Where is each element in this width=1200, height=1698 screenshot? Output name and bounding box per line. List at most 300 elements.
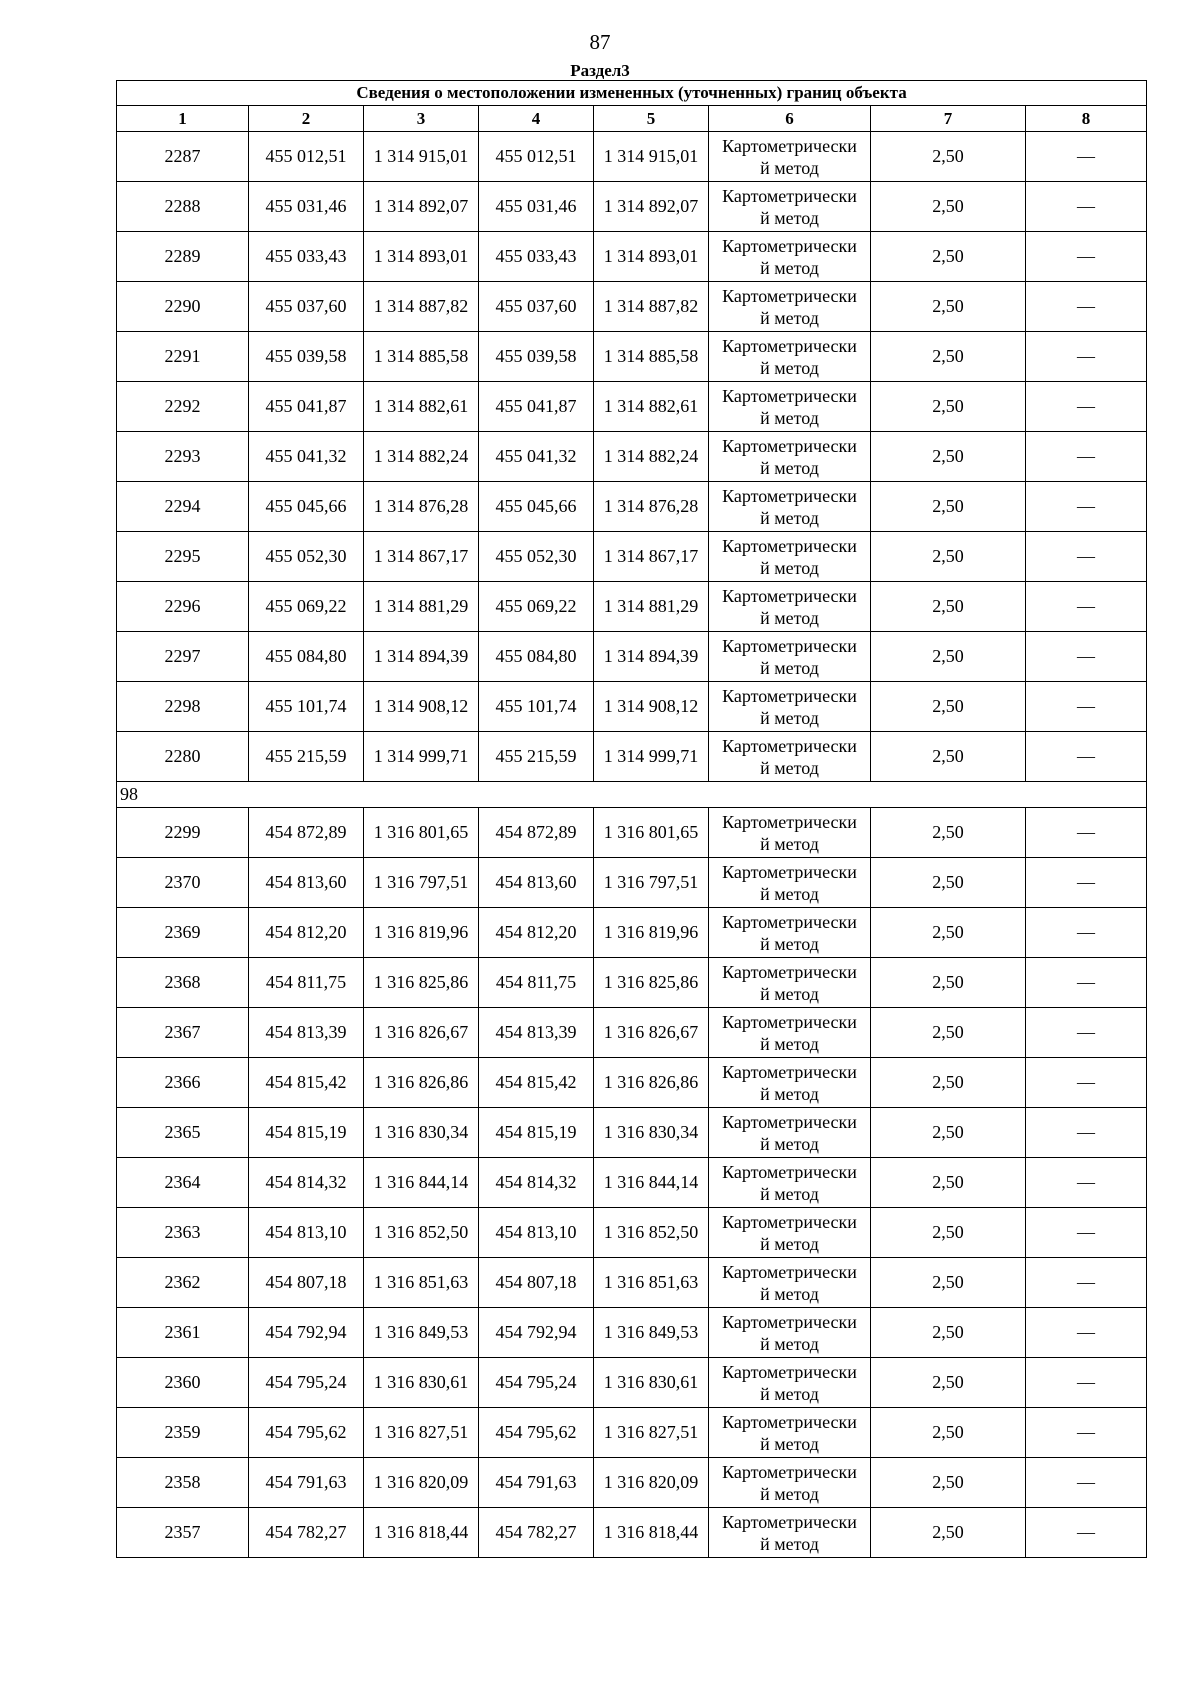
y-refined-cell: 1 314 894,39 bbox=[594, 632, 709, 682]
method-cell bbox=[709, 1508, 871, 1558]
y-existing-cell: 1 316 830,61 bbox=[364, 1358, 479, 1408]
description-cell: — bbox=[1026, 382, 1147, 432]
method-cell bbox=[709, 1408, 871, 1458]
y-existing-cell: 1 314 887,82 bbox=[364, 282, 479, 332]
method-cell bbox=[709, 1358, 871, 1408]
x-refined-cell: 454 795,24 bbox=[479, 1358, 594, 1408]
x-refined-cell: 455 052,30 bbox=[479, 532, 594, 582]
point-number-cell: 2280 bbox=[117, 732, 249, 782]
column-number: 3 bbox=[364, 106, 479, 132]
table-row bbox=[117, 958, 1147, 1008]
method-text-line1: Картометрически bbox=[722, 1011, 857, 1032]
y-refined-cell: 1 314 999,71 bbox=[594, 732, 709, 782]
table-caption: Сведения о местоположении измененных (уточненных) границ объекта bbox=[117, 81, 1147, 106]
description-cell: — bbox=[1026, 732, 1147, 782]
table-body bbox=[117, 132, 1147, 1558]
y-existing-cell: 1 316 818,44 bbox=[364, 1508, 479, 1558]
method-cell bbox=[709, 332, 871, 382]
x-existing-cell: 455 069,22 bbox=[249, 582, 364, 632]
description-cell: — bbox=[1026, 1508, 1147, 1558]
accuracy-cell: 2,50 bbox=[871, 808, 1026, 858]
x-refined-cell: 454 791,63 bbox=[479, 1458, 594, 1508]
x-existing-cell: 454 814,32 bbox=[249, 1158, 364, 1208]
table-row bbox=[117, 682, 1147, 732]
table-row bbox=[117, 1358, 1147, 1408]
contour-group-row bbox=[117, 782, 1147, 808]
x-existing-cell: 455 031,46 bbox=[249, 182, 364, 232]
y-existing-cell: 1 316 826,67 bbox=[364, 1008, 479, 1058]
x-existing-cell: 455 045,66 bbox=[249, 482, 364, 532]
x-refined-cell: 454 814,32 bbox=[479, 1158, 594, 1208]
table-row bbox=[117, 858, 1147, 908]
accuracy-cell: 2,50 bbox=[871, 1108, 1026, 1158]
accuracy-cell: 2,50 bbox=[871, 958, 1026, 1008]
method-text-line1: Картометрически bbox=[722, 811, 857, 832]
x-existing-cell: 455 041,87 bbox=[249, 382, 364, 432]
method-text-line1: Картометрически bbox=[722, 1461, 857, 1482]
column-number: 6 bbox=[709, 106, 871, 132]
accuracy-cell: 2,50 bbox=[871, 132, 1026, 182]
column-number: 2 bbox=[249, 106, 364, 132]
method-text-line1: Картометрически bbox=[722, 1161, 857, 1182]
method-text-line1: Картометрически bbox=[722, 135, 857, 156]
accuracy-cell: 2,50 bbox=[871, 732, 1026, 782]
method-text-line2: й метод bbox=[760, 983, 819, 1004]
method-cell bbox=[709, 532, 871, 582]
y-existing-cell: 1 314 881,29 bbox=[364, 582, 479, 632]
point-number-cell: 2295 bbox=[117, 532, 249, 582]
y-refined-cell: 1 316 844,14 bbox=[594, 1158, 709, 1208]
method-text-line1: Картометрически bbox=[722, 1061, 857, 1082]
method-text-line1: Картометрически bbox=[722, 435, 857, 456]
point-number-cell: 2358 bbox=[117, 1458, 249, 1508]
x-refined-cell: 455 084,80 bbox=[479, 632, 594, 682]
x-refined-cell: 454 812,20 bbox=[479, 908, 594, 958]
y-existing-cell: 1 314 892,07 bbox=[364, 182, 479, 232]
y-existing-cell: 1 314 882,24 bbox=[364, 432, 479, 482]
method-text-line2: й метод bbox=[760, 1183, 819, 1204]
page-number: 87 bbox=[589, 30, 611, 54]
point-number-cell: 2294 bbox=[117, 482, 249, 532]
description-cell: — bbox=[1026, 332, 1147, 382]
accuracy-cell: 2,50 bbox=[871, 482, 1026, 532]
method-cell bbox=[709, 282, 871, 332]
y-refined-cell: 1 316 820,09 bbox=[594, 1458, 709, 1508]
method-text-line2: й метод bbox=[760, 157, 819, 178]
accuracy-cell: 2,50 bbox=[871, 1458, 1026, 1508]
method-text-line1: Картометрически bbox=[722, 861, 857, 882]
point-number-cell: 2299 bbox=[117, 808, 249, 858]
y-refined-cell: 1 316 825,86 bbox=[594, 958, 709, 1008]
point-number-cell: 2297 bbox=[117, 632, 249, 682]
y-refined-cell: 1 316 830,34 bbox=[594, 1108, 709, 1158]
coordinates-table bbox=[116, 80, 1147, 1558]
x-existing-cell: 454 872,89 bbox=[249, 808, 364, 858]
x-refined-cell: 454 813,10 bbox=[479, 1208, 594, 1258]
description-cell: — bbox=[1026, 1158, 1147, 1208]
x-refined-cell: 455 041,87 bbox=[479, 382, 594, 432]
method-text-line2: й метод bbox=[760, 507, 819, 528]
description-cell: — bbox=[1026, 482, 1147, 532]
accuracy-cell: 2,50 bbox=[871, 682, 1026, 732]
y-refined-cell: 1 316 818,44 bbox=[594, 1508, 709, 1558]
method-text-line1: Картометрически bbox=[722, 385, 857, 406]
method-text-line2: й метод bbox=[760, 457, 819, 478]
point-number-cell: 2363 bbox=[117, 1208, 249, 1258]
description-cell: — bbox=[1026, 1208, 1147, 1258]
contour-number: 98 bbox=[117, 782, 1147, 808]
description-cell: — bbox=[1026, 132, 1147, 182]
accuracy-cell: 2,50 bbox=[871, 232, 1026, 282]
table-row bbox=[117, 732, 1147, 782]
method-text-line2: й метод bbox=[760, 1383, 819, 1404]
method-text-line1: Картометрически bbox=[722, 1261, 857, 1282]
y-existing-cell: 1 316 852,50 bbox=[364, 1208, 479, 1258]
method-cell bbox=[709, 382, 871, 432]
accuracy-cell: 2,50 bbox=[871, 282, 1026, 332]
y-refined-cell: 1 314 881,29 bbox=[594, 582, 709, 632]
description-cell: — bbox=[1026, 682, 1147, 732]
method-text-line1: Картометрически bbox=[722, 685, 857, 706]
description-cell: — bbox=[1026, 958, 1147, 1008]
x-refined-cell: 454 782,27 bbox=[479, 1508, 594, 1558]
point-number-cell: 2370 bbox=[117, 858, 249, 908]
x-existing-cell: 454 792,94 bbox=[249, 1308, 364, 1358]
x-existing-cell: 454 813,39 bbox=[249, 1008, 364, 1058]
point-number-cell: 2360 bbox=[117, 1358, 249, 1408]
y-existing-cell: 1 316 797,51 bbox=[364, 858, 479, 908]
method-text-line2: й метод bbox=[760, 557, 819, 578]
method-cell bbox=[709, 232, 871, 282]
method-text-line2: й метод bbox=[760, 407, 819, 428]
description-cell: — bbox=[1026, 1308, 1147, 1358]
x-existing-cell: 455 012,51 bbox=[249, 132, 364, 182]
table-row bbox=[117, 182, 1147, 232]
y-existing-cell: 1 314 999,71 bbox=[364, 732, 479, 782]
accuracy-cell: 2,50 bbox=[871, 632, 1026, 682]
point-number-cell: 2359 bbox=[117, 1408, 249, 1458]
x-existing-cell: 454 807,18 bbox=[249, 1258, 364, 1308]
method-cell bbox=[709, 1308, 871, 1358]
y-refined-cell: 1 314 876,28 bbox=[594, 482, 709, 532]
y-existing-cell: 1 314 893,01 bbox=[364, 232, 479, 282]
method-text-line2: й метод bbox=[760, 1033, 819, 1054]
y-refined-cell: 1 314 893,01 bbox=[594, 232, 709, 282]
x-refined-cell: 454 792,94 bbox=[479, 1308, 594, 1358]
x-existing-cell: 454 811,75 bbox=[249, 958, 364, 1008]
description-cell: — bbox=[1026, 1408, 1147, 1458]
method-text-line1: Картометрически bbox=[722, 1111, 857, 1132]
method-cell bbox=[709, 132, 871, 182]
method-text-line1: Картометрически bbox=[722, 235, 857, 256]
x-existing-cell: 454 791,63 bbox=[249, 1458, 364, 1508]
x-existing-cell: 455 039,58 bbox=[249, 332, 364, 382]
point-number-cell: 2365 bbox=[117, 1108, 249, 1158]
y-refined-cell: 1 314 882,24 bbox=[594, 432, 709, 482]
accuracy-cell: 2,50 bbox=[871, 1508, 1026, 1558]
x-existing-cell: 454 812,20 bbox=[249, 908, 364, 958]
description-cell: — bbox=[1026, 432, 1147, 482]
accuracy-cell: 2,50 bbox=[871, 858, 1026, 908]
y-refined-cell: 1 314 867,17 bbox=[594, 532, 709, 582]
y-existing-cell: 1 316 827,51 bbox=[364, 1408, 479, 1458]
method-text-line1: Картометрически bbox=[722, 635, 857, 656]
x-refined-cell: 454 872,89 bbox=[479, 808, 594, 858]
x-refined-cell: 455 031,46 bbox=[479, 182, 594, 232]
description-cell: — bbox=[1026, 908, 1147, 958]
description-cell: — bbox=[1026, 232, 1147, 282]
column-number: 7 bbox=[871, 106, 1026, 132]
accuracy-cell: 2,50 bbox=[871, 382, 1026, 432]
accuracy-cell: 2,50 bbox=[871, 182, 1026, 232]
x-refined-cell: 455 101,74 bbox=[479, 682, 594, 732]
y-existing-cell: 1 316 820,09 bbox=[364, 1458, 479, 1508]
table-row bbox=[117, 282, 1147, 332]
accuracy-cell: 2,50 bbox=[871, 332, 1026, 382]
method-text-line2: й метод bbox=[760, 883, 819, 904]
method-cell bbox=[709, 958, 871, 1008]
method-cell bbox=[709, 1208, 871, 1258]
x-refined-cell: 455 033,43 bbox=[479, 232, 594, 282]
accuracy-cell: 2,50 bbox=[871, 1408, 1026, 1458]
y-existing-cell: 1 316 801,65 bbox=[364, 808, 479, 858]
method-text-line2: й метод bbox=[760, 307, 819, 328]
method-text-line1: Картометрически bbox=[722, 1411, 857, 1432]
method-text-line1: Картометрически bbox=[722, 1311, 857, 1332]
y-refined-cell: 1 314 882,61 bbox=[594, 382, 709, 432]
point-number-cell: 2290 bbox=[117, 282, 249, 332]
point-number-cell: 2366 bbox=[117, 1058, 249, 1108]
table-row bbox=[117, 1158, 1147, 1208]
description-cell: — bbox=[1026, 1008, 1147, 1058]
method-text-line2: й метод bbox=[760, 1083, 819, 1104]
method-text-line2: й метод bbox=[760, 357, 819, 378]
y-refined-cell: 1 316 826,67 bbox=[594, 1008, 709, 1058]
table-row bbox=[117, 1058, 1147, 1108]
y-existing-cell: 1 314 876,28 bbox=[364, 482, 479, 532]
table-row bbox=[117, 1508, 1147, 1558]
x-existing-cell: 454 813,10 bbox=[249, 1208, 364, 1258]
method-text-line2: й метод bbox=[760, 257, 819, 278]
x-refined-cell: 455 041,32 bbox=[479, 432, 594, 482]
column-number: 1 bbox=[117, 106, 249, 132]
description-cell: — bbox=[1026, 858, 1147, 908]
y-refined-cell: 1 314 887,82 bbox=[594, 282, 709, 332]
x-existing-cell: 455 033,43 bbox=[249, 232, 364, 282]
accuracy-cell: 2,50 bbox=[871, 908, 1026, 958]
table-row bbox=[117, 332, 1147, 382]
point-number-cell: 2369 bbox=[117, 908, 249, 958]
method-cell bbox=[709, 808, 871, 858]
accuracy-cell: 2,50 bbox=[871, 1058, 1026, 1108]
table-row bbox=[117, 808, 1147, 858]
method-cell bbox=[709, 1108, 871, 1158]
accuracy-cell: 2,50 bbox=[871, 1358, 1026, 1408]
y-existing-cell: 1 316 826,86 bbox=[364, 1058, 479, 1108]
table-row bbox=[117, 432, 1147, 482]
y-existing-cell: 1 316 851,63 bbox=[364, 1258, 479, 1308]
y-refined-cell: 1 314 908,12 bbox=[594, 682, 709, 732]
method-text-line1: Картометрически bbox=[722, 1511, 857, 1532]
method-cell bbox=[709, 908, 871, 958]
x-refined-cell: 454 815,19 bbox=[479, 1108, 594, 1158]
method-text-line2: й метод bbox=[760, 207, 819, 228]
y-refined-cell: 1 316 830,61 bbox=[594, 1358, 709, 1408]
table-row bbox=[117, 1408, 1147, 1458]
table-row bbox=[117, 232, 1147, 282]
method-text-line2: й метод bbox=[760, 1133, 819, 1154]
y-refined-cell: 1 314 885,58 bbox=[594, 332, 709, 382]
column-number: 8 bbox=[1026, 106, 1147, 132]
y-refined-cell: 1 314 915,01 bbox=[594, 132, 709, 182]
x-refined-cell: 455 045,66 bbox=[479, 482, 594, 532]
y-existing-cell: 1 314 894,39 bbox=[364, 632, 479, 682]
description-cell: — bbox=[1026, 582, 1147, 632]
y-existing-cell: 1 314 908,12 bbox=[364, 682, 479, 732]
point-number-cell: 2364 bbox=[117, 1158, 249, 1208]
description-cell: — bbox=[1026, 632, 1147, 682]
x-existing-cell: 455 101,74 bbox=[249, 682, 364, 732]
method-text-line2: й метод bbox=[760, 657, 819, 678]
point-number-cell: 2357 bbox=[117, 1508, 249, 1558]
accuracy-cell: 2,50 bbox=[871, 1258, 1026, 1308]
method-text-line1: Картометрически bbox=[722, 1211, 857, 1232]
method-text-line2: й метод bbox=[760, 1233, 819, 1254]
y-existing-cell: 1 316 849,53 bbox=[364, 1308, 479, 1358]
x-refined-cell: 454 811,75 bbox=[479, 958, 594, 1008]
method-text-line1: Картометрически bbox=[722, 335, 857, 356]
y-refined-cell: 1 316 827,51 bbox=[594, 1408, 709, 1458]
y-existing-cell: 1 314 867,17 bbox=[364, 532, 479, 582]
column-number: 4 bbox=[479, 106, 594, 132]
description-cell: — bbox=[1026, 1058, 1147, 1108]
accuracy-cell: 2,50 bbox=[871, 532, 1026, 582]
method-text-line1: Картометрически bbox=[722, 585, 857, 606]
method-cell bbox=[709, 858, 871, 908]
accuracy-cell: 2,50 bbox=[871, 1008, 1026, 1058]
method-cell bbox=[709, 432, 871, 482]
method-text-line2: й метод bbox=[760, 707, 819, 728]
x-existing-cell: 454 813,60 bbox=[249, 858, 364, 908]
method-cell bbox=[709, 1458, 871, 1508]
point-number-cell: 2296 bbox=[117, 582, 249, 632]
accuracy-cell: 2,50 bbox=[871, 432, 1026, 482]
x-existing-cell: 455 041,32 bbox=[249, 432, 364, 482]
method-text-line1: Картометрически bbox=[722, 185, 857, 206]
y-refined-cell: 1 316 801,65 bbox=[594, 808, 709, 858]
description-cell: — bbox=[1026, 1358, 1147, 1408]
y-existing-cell: 1 316 819,96 bbox=[364, 908, 479, 958]
method-cell bbox=[709, 182, 871, 232]
method-text-line2: й метод bbox=[760, 757, 819, 778]
method-text-line2: й метод bbox=[760, 1333, 819, 1354]
description-cell: — bbox=[1026, 1458, 1147, 1508]
description-cell: — bbox=[1026, 1258, 1147, 1308]
y-existing-cell: 1 314 885,58 bbox=[364, 332, 479, 382]
x-refined-cell: 454 795,62 bbox=[479, 1408, 594, 1458]
column-number-row bbox=[117, 106, 1147, 132]
table-row bbox=[117, 1108, 1147, 1158]
x-refined-cell: 454 807,18 bbox=[479, 1258, 594, 1308]
method-text-line1: Картометрически bbox=[722, 535, 857, 556]
point-number-cell: 2289 bbox=[117, 232, 249, 282]
accuracy-cell: 2,50 bbox=[871, 1158, 1026, 1208]
y-existing-cell: 1 316 830,34 bbox=[364, 1108, 479, 1158]
x-existing-cell: 455 215,59 bbox=[249, 732, 364, 782]
point-number-cell: 2361 bbox=[117, 1308, 249, 1358]
x-refined-cell: 455 069,22 bbox=[479, 582, 594, 632]
y-existing-cell: 1 314 915,01 bbox=[364, 132, 479, 182]
table-row bbox=[117, 582, 1147, 632]
method-cell bbox=[709, 732, 871, 782]
y-existing-cell: 1 316 844,14 bbox=[364, 1158, 479, 1208]
point-number-cell: 2293 bbox=[117, 432, 249, 482]
x-refined-cell: 454 813,39 bbox=[479, 1008, 594, 1058]
method-cell bbox=[709, 1058, 871, 1108]
table-row bbox=[117, 1258, 1147, 1308]
x-refined-cell: 454 813,60 bbox=[479, 858, 594, 908]
x-refined-cell: 455 037,60 bbox=[479, 282, 594, 332]
method-text-line2: й метод bbox=[760, 1483, 819, 1504]
x-existing-cell: 454 795,62 bbox=[249, 1408, 364, 1458]
table-row bbox=[117, 1458, 1147, 1508]
x-existing-cell: 455 052,30 bbox=[249, 532, 364, 582]
x-refined-cell: 455 039,58 bbox=[479, 332, 594, 382]
x-refined-cell: 455 215,59 bbox=[479, 732, 594, 782]
method-text-line2: й метод bbox=[760, 607, 819, 628]
method-cell bbox=[709, 1258, 871, 1308]
point-number-cell: 2287 bbox=[117, 132, 249, 182]
description-cell: — bbox=[1026, 182, 1147, 232]
x-existing-cell: 455 084,80 bbox=[249, 632, 364, 682]
method-cell bbox=[709, 1158, 871, 1208]
point-number-cell: 2368 bbox=[117, 958, 249, 1008]
method-cell bbox=[709, 582, 871, 632]
method-text-line2: й метод bbox=[760, 833, 819, 854]
description-cell: — bbox=[1026, 532, 1147, 582]
x-existing-cell: 454 782,27 bbox=[249, 1508, 364, 1558]
table-row bbox=[117, 908, 1147, 958]
x-existing-cell: 454 795,24 bbox=[249, 1358, 364, 1408]
point-number-cell: 2362 bbox=[117, 1258, 249, 1308]
accuracy-cell: 2,50 bbox=[871, 1208, 1026, 1258]
column-number: 5 bbox=[594, 106, 709, 132]
method-text-line2: й метод bbox=[760, 1433, 819, 1454]
table-row bbox=[117, 1208, 1147, 1258]
accuracy-cell: 2,50 bbox=[871, 1308, 1026, 1358]
method-text-line1: Картометрически bbox=[722, 961, 857, 982]
method-text-line1: Картометрически bbox=[722, 1361, 857, 1382]
y-refined-cell: 1 316 797,51 bbox=[594, 858, 709, 908]
method-text-line2: й метод bbox=[760, 1283, 819, 1304]
y-refined-cell: 1 316 852,50 bbox=[594, 1208, 709, 1258]
point-number-cell: 2291 bbox=[117, 332, 249, 382]
method-cell bbox=[709, 1008, 871, 1058]
x-existing-cell: 455 037,60 bbox=[249, 282, 364, 332]
table-row bbox=[117, 1008, 1147, 1058]
x-existing-cell: 454 815,19 bbox=[249, 1108, 364, 1158]
y-refined-cell: 1 316 826,86 bbox=[594, 1058, 709, 1108]
x-refined-cell: 454 815,42 bbox=[479, 1058, 594, 1108]
x-refined-cell: 455 012,51 bbox=[479, 132, 594, 182]
x-existing-cell: 454 815,42 bbox=[249, 1058, 364, 1108]
method-cell bbox=[709, 482, 871, 532]
point-number-cell: 2367 bbox=[117, 1008, 249, 1058]
description-cell: — bbox=[1026, 808, 1147, 858]
method-text-line2: й метод bbox=[760, 933, 819, 954]
point-number-cell: 2298 bbox=[117, 682, 249, 732]
method-text-line1: Картометрически bbox=[722, 285, 857, 306]
